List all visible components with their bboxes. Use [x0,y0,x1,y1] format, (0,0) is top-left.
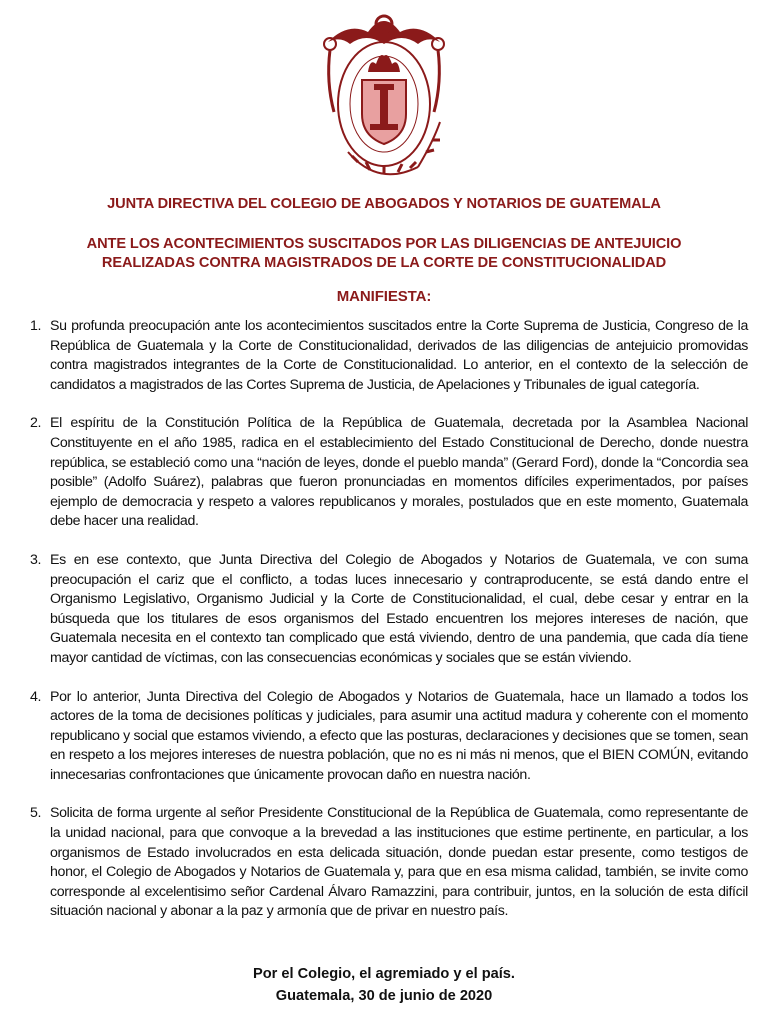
subtitle-line-2: REALIZADAS CONTRA MAGISTRADOS DE LA CORTE DE CONSTITUCIONALIDAD [101,255,667,271]
list-item [30,804,748,922]
list-item [30,688,748,786]
item-text: Por lo anterior, Junta Directiva del Colegio de Abogados y Notarios de Guatemala, hace un llamado a todos los actores de la toma de decisiones políticas y judiciales, para asumir una actitud madura y coherente con el momento republicano y social que estamos viviendo, a efecto que las posturas, declaraciones y decisiones que se tomen, sean en respeto a los mejores intereses de nuestra población, que no es ni más ni menos, que el BIEN COMÚN, evitando innecesarias confrontaciones que únicamente provocan daño en nuestra nación. [50,688,748,783]
closing-place-date: Guatemala, 30 de junio de 2020 [275,988,493,1004]
item-number: 1. [30,318,42,334]
item-text: El espíritu de la Constitución Política de la República de Guatemala, decretada por la Asamblea Nacional Constituyente en el año 1985, radica en el establecimiento del Estado Constitucional de Derecho, donde nuestra república, se estableció como una “nación de leyes, donde el pueblo manda” (Gerard Ford), donde la “Concordia sea posible” (Adolfo Suárez), palabras que fueron pronunciadas en momentos difíciles experimentados, por países ejemplo de democracia y respeto a valores republicanos y morales, postulados que en este momento, Guatemala debe hacer una realidad. [50,415,748,530]
document-title: JUNTA DIRECTIVA DEL COLEGIO DE ABOGADOS Y NOTARIOS DE GUATEMALA [107,196,661,212]
item-number: 5. [30,805,42,822]
list-item [30,551,748,669]
list-item [30,317,748,395]
item-number: 4. [30,688,42,705]
item-number: 3. [30,551,42,568]
item-text: Es en ese contexto, que Junta Directiva del Colegio de Abogados y Notarios de Guatemala, ve con suma preocupación el cariz que el conflicto, a todas luces innecesario y contraproducente, se está dando entre el Organismo Legislativo, Organismo Judicial y la Corte de Constitucionalidad, el cual, debe cesar y entrar en la búsqueda que los titulares de esos organismos del Estado encuentren los mejores intereses de nación, que Guatemala necesita en el contexto tan complicado que está viviendo, dentro de una pandemia, que cada día tiene mayor cantidad de víctimas, con las consecuencias económicas y sociales que se están viviendo. [50,551,748,666]
item-number: 2. [30,415,42,432]
item-text: Solicita de forma urgente al señor Presidente Constitucional de la República de Guatemala, como representante de la unidad nacional, para que convoque a la brevedad a las instituciones que estime pertinente, en particular, a los organismos de Estado involucrados en esta delicada situación, donde puedan estar presente, como testigos de honor, el Colegio de Abogados y Notarios de Guatemala y, para que en esa misma calidad, también, se invite como corresponde al excelentisimo señor Cardenal Álvaro Ramazzini, para contribuir, juntos, en la solución de esta difícil situación nacional y abonar a la paz y armonía que de privar en nuestro país. [50,805,748,920]
manifesto-list [30,317,748,941]
subtitle-line-1: ANTE LOS ACONTECIMIENTOS SUSCITADOS POR LAS DILIGENCIAS DE ANTEJUICIO [86,236,682,252]
closing-motto: Por el Colegio, el agremiado y el país. [253,966,515,982]
closing-block [0,963,768,1007]
manifiesta-heading: MANIFIESTA: [336,288,432,305]
document-subtitle [0,235,768,273]
list-item [30,414,748,532]
item-text: Su profunda preocupación ante los acontecimientos suscitados entre la Corte Suprema de Justicia, Congreso de la República de Guatemala y la Corte de Constitucionalidad, derivados de las diligencias de antejuicio promovidas contra magistrados integrantes de la Corte de Constitucionalidad. Lo anterior, en el contexto de la selección de candidatos a magistrados de las Cortes Suprema de Justicia, de Apelaciones y Tribunales de igual categoría. [50,318,748,393]
college-seal-icon [318,2,450,188]
